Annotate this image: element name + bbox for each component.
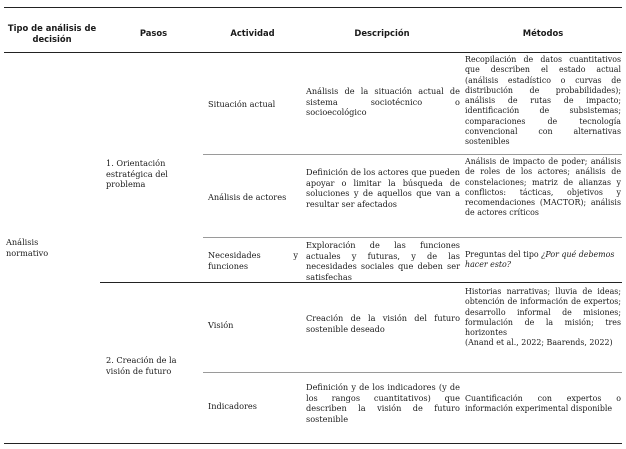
header-descripcion: Descripción <box>354 28 410 38</box>
descripcion-situacion-actual: Análisis de la situación actual de sistema sociotécnico o socioecológico <box>306 86 460 118</box>
header-metodos: Métodos <box>522 28 564 38</box>
metodos-vision-text: Historias narrativas; lluvia de ideas; obtención de información de expertos; desarrollo informal de misiones; formulación de la misión; tres horizontes <box>465 287 621 338</box>
header-pasos: Pasos <box>139 28 168 38</box>
descripcion-vision: Creación de la visión del futuro sostenible deseado <box>306 313 460 334</box>
header-tipo: Tipo de análisis de decisión <box>7 23 97 44</box>
row-divider <box>203 154 622 155</box>
metodos-necesidades-funciones <box>465 250 621 271</box>
header-bottom-rule <box>4 52 622 53</box>
table-top-rule <box>4 7 622 8</box>
tipo-value: Análisis normativo <box>6 237 49 258</box>
actividad-indicadores: Indicadores <box>208 401 257 411</box>
actividad-analisis-actores: Análisis de actores <box>208 192 287 202</box>
paso-2: 2. Creación de la visión de futuro <box>106 355 177 376</box>
header-actividad: Actividad <box>230 28 275 38</box>
metodos-necesidades-prefix: Preguntas del tipo <box>465 250 542 259</box>
actividad-necesidades-funciones: Necesidades y funciones <box>208 250 298 271</box>
metodos-vision <box>465 287 621 349</box>
metodos-analisis-actores: Análisis de impacto de poder; análisis de roles de los actores; análisis de constelaciones; matriz de alianzas y conflictos: tácticas, objetivos y recomendaciones (MACTOR); análisis de actores críticos <box>465 157 621 218</box>
actividad-situacion-actual: Situación actual <box>208 99 276 109</box>
table-bottom-rule <box>4 443 622 444</box>
metodos-necesidades-question: ¿Por qué debemos hacer esto? <box>465 250 615 270</box>
metodos-situacion-actual: Recopilación de datos cuantitativos que describen el estado actual (análisis estadístico o curvas de distribución de probabilidades); análisis de rutas de impacto; identificación de subsistemas; comparaciones de tecnología convencional con alternativas sostenibles <box>465 55 621 147</box>
row-divider <box>203 372 622 373</box>
descripcion-analisis-actores: Definición de los actores que pueden apoyar o limitar la búsqueda de soluciones y de aquellos que van a resultar ser afectados <box>306 167 460 209</box>
row-divider <box>203 237 622 238</box>
descripcion-indicadores: Definición y de los indicadores (y de los rangos cuantitativos) que describen la visión de futuro sostenible <box>306 382 460 424</box>
metodos-indicadores: Cuantificación con expertos o información experimental disponible <box>465 394 621 414</box>
metodos-vision-ref: (Anand et al., 2022; Baarends, 2022) <box>465 338 613 348</box>
actividad-vision: Visión <box>208 320 234 330</box>
paso-1: 1. Orientación estratégica del problema <box>106 158 168 190</box>
descripcion-necesidades-funciones: Exploración de las funciones actuales y futuras, y de las necesidades sociales que deben ser satisfechas <box>306 240 460 282</box>
